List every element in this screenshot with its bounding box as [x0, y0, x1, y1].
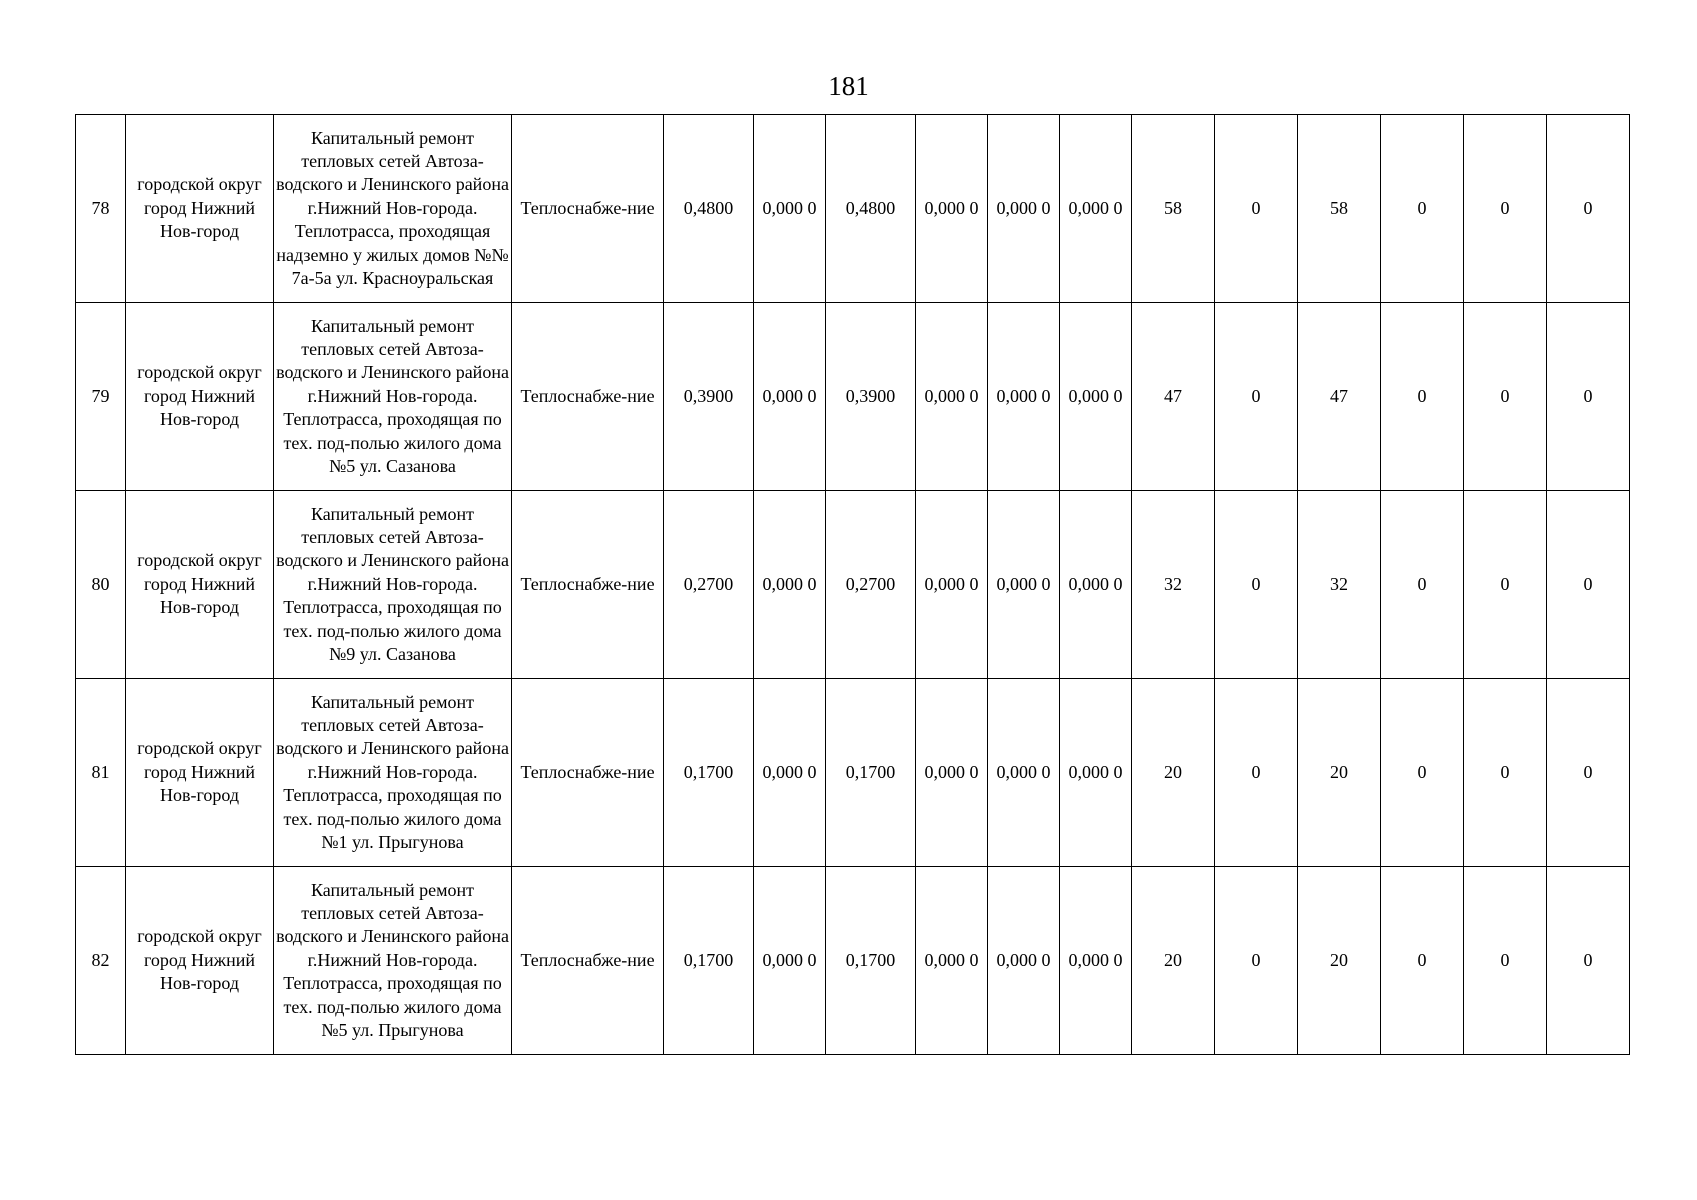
page-number: 181	[828, 71, 869, 101]
value-cell: 0	[1464, 867, 1547, 1055]
value-cell: 0,000 0	[754, 303, 826, 491]
value-cell: 0,000 0	[1060, 867, 1132, 1055]
table-row	[76, 867, 1630, 1055]
value-cell: 0	[1381, 115, 1464, 303]
value-cell: 0,4800	[664, 115, 754, 303]
value-cell: 0,2700	[826, 491, 916, 679]
row-number: 82	[76, 867, 126, 1055]
row-number: 79	[76, 303, 126, 491]
value-cell: 20	[1298, 679, 1381, 867]
value-cell: 0,2700	[664, 491, 754, 679]
value-cell: 0,000 0	[1060, 491, 1132, 679]
value-cell: 0,000 0	[916, 867, 988, 1055]
row-number: 78	[76, 115, 126, 303]
table-row	[76, 303, 1630, 491]
description-cell: Капитальный ремонт тепловых сетей Автоза-водского и Ленинского района г.Нижний Нов-города. Теплотрасса, проходящая по тех. под-полью жилого дома №1 ул. Прыгунова	[274, 679, 512, 867]
value-cell: 0	[1381, 303, 1464, 491]
value-cell: 58	[1132, 115, 1215, 303]
value-cell: 0	[1547, 867, 1630, 1055]
value-cell: 0	[1547, 491, 1630, 679]
value-cell: 0,000 0	[754, 867, 826, 1055]
district-cell: городской округ город Нижний Нов-город	[126, 303, 274, 491]
value-cell: 0,000 0	[916, 303, 988, 491]
value-cell: 0	[1381, 679, 1464, 867]
description-cell: Капитальный ремонт тепловых сетей Автоза-водского и Ленинского района г.Нижний Нов-города. Теплотрасса, проходящая надземно у жилых домов №№ 7а-5а ул. Красноуральская	[274, 115, 512, 303]
value-cell: 0	[1215, 679, 1298, 867]
value-cell: 20	[1132, 679, 1215, 867]
value-cell: 0	[1215, 115, 1298, 303]
row-number: 81	[76, 679, 126, 867]
description-cell: Капитальный ремонт тепловых сетей Автоза-водского и Ленинского района г.Нижний Нов-города. Теплотрасса, проходящая по тех. под-полью жилого дома №9 ул. Сазанова	[274, 491, 512, 679]
district-cell: городской округ город Нижний Нов-город	[126, 491, 274, 679]
district-cell: городской округ город Нижний Нов-город	[126, 679, 274, 867]
value-cell: 0,000 0	[754, 491, 826, 679]
value-cell: 32	[1298, 491, 1381, 679]
value-cell: 0,000 0	[916, 491, 988, 679]
value-cell: 0	[1215, 867, 1298, 1055]
value-cell: 0,000 0	[988, 867, 1060, 1055]
sector-cell: Теплоснабже-ние	[512, 491, 664, 679]
investment-table	[75, 114, 1630, 1055]
value-cell: 0,000 0	[1060, 115, 1132, 303]
value-cell: 47	[1132, 303, 1215, 491]
value-cell: 0	[1464, 115, 1547, 303]
value-cell: 0,1700	[664, 679, 754, 867]
value-cell: 0	[1547, 679, 1630, 867]
district-cell: городской округ город Нижний Нов-город	[126, 867, 274, 1055]
value-cell: 0	[1381, 491, 1464, 679]
value-cell: 58	[1298, 115, 1381, 303]
sector-cell: Теплоснабже-ние	[512, 115, 664, 303]
sector-cell: Теплоснабже-ние	[512, 867, 664, 1055]
value-cell: 0,000 0	[916, 679, 988, 867]
value-cell: 0	[1464, 679, 1547, 867]
value-cell: 0	[1381, 867, 1464, 1055]
sector-cell: Теплоснабже-ние	[512, 679, 664, 867]
value-cell: 0,000 0	[1060, 679, 1132, 867]
description-cell: Капитальный ремонт тепловых сетей Автоза-водского и Ленинского района г.Нижний Нов-города. Теплотрасса, проходящая по тех. под-полью жилого дома №5 ул. Прыгунова	[274, 867, 512, 1055]
district-cell: городской округ город Нижний Нов-город	[126, 115, 274, 303]
value-cell: 0,000 0	[988, 491, 1060, 679]
value-cell: 0,000 0	[988, 303, 1060, 491]
value-cell: 0	[1547, 303, 1630, 491]
value-cell: 0,000 0	[916, 115, 988, 303]
value-cell: 0,000 0	[988, 679, 1060, 867]
value-cell: 20	[1298, 867, 1381, 1055]
value-cell: 47	[1298, 303, 1381, 491]
value-cell: 0,000 0	[754, 115, 826, 303]
value-cell: 0,3900	[664, 303, 754, 491]
value-cell: 0,4800	[826, 115, 916, 303]
value-cell: 0	[1215, 303, 1298, 491]
row-number: 80	[76, 491, 126, 679]
value-cell: 0	[1464, 491, 1547, 679]
value-cell: 32	[1132, 491, 1215, 679]
table-row	[76, 115, 1630, 303]
value-cell: 0	[1547, 115, 1630, 303]
value-cell: 0	[1464, 303, 1547, 491]
value-cell: 0,1700	[664, 867, 754, 1055]
value-cell: 20	[1132, 867, 1215, 1055]
value-cell: 0	[1215, 491, 1298, 679]
table-row	[76, 491, 1630, 679]
value-cell: 0,1700	[826, 679, 916, 867]
value-cell: 0,000 0	[988, 115, 1060, 303]
sector-cell: Теплоснабже-ние	[512, 303, 664, 491]
description-cell: Капитальный ремонт тепловых сетей Автоза-водского и Ленинского района г.Нижний Нов-города. Теплотрасса, проходящая по тех. под-полью жилого дома №5 ул. Сазанова	[274, 303, 512, 491]
value-cell: 0,1700	[826, 867, 916, 1055]
value-cell: 0,000 0	[1060, 303, 1132, 491]
table-row	[76, 679, 1630, 867]
value-cell: 0,3900	[826, 303, 916, 491]
value-cell: 0,000 0	[754, 679, 826, 867]
